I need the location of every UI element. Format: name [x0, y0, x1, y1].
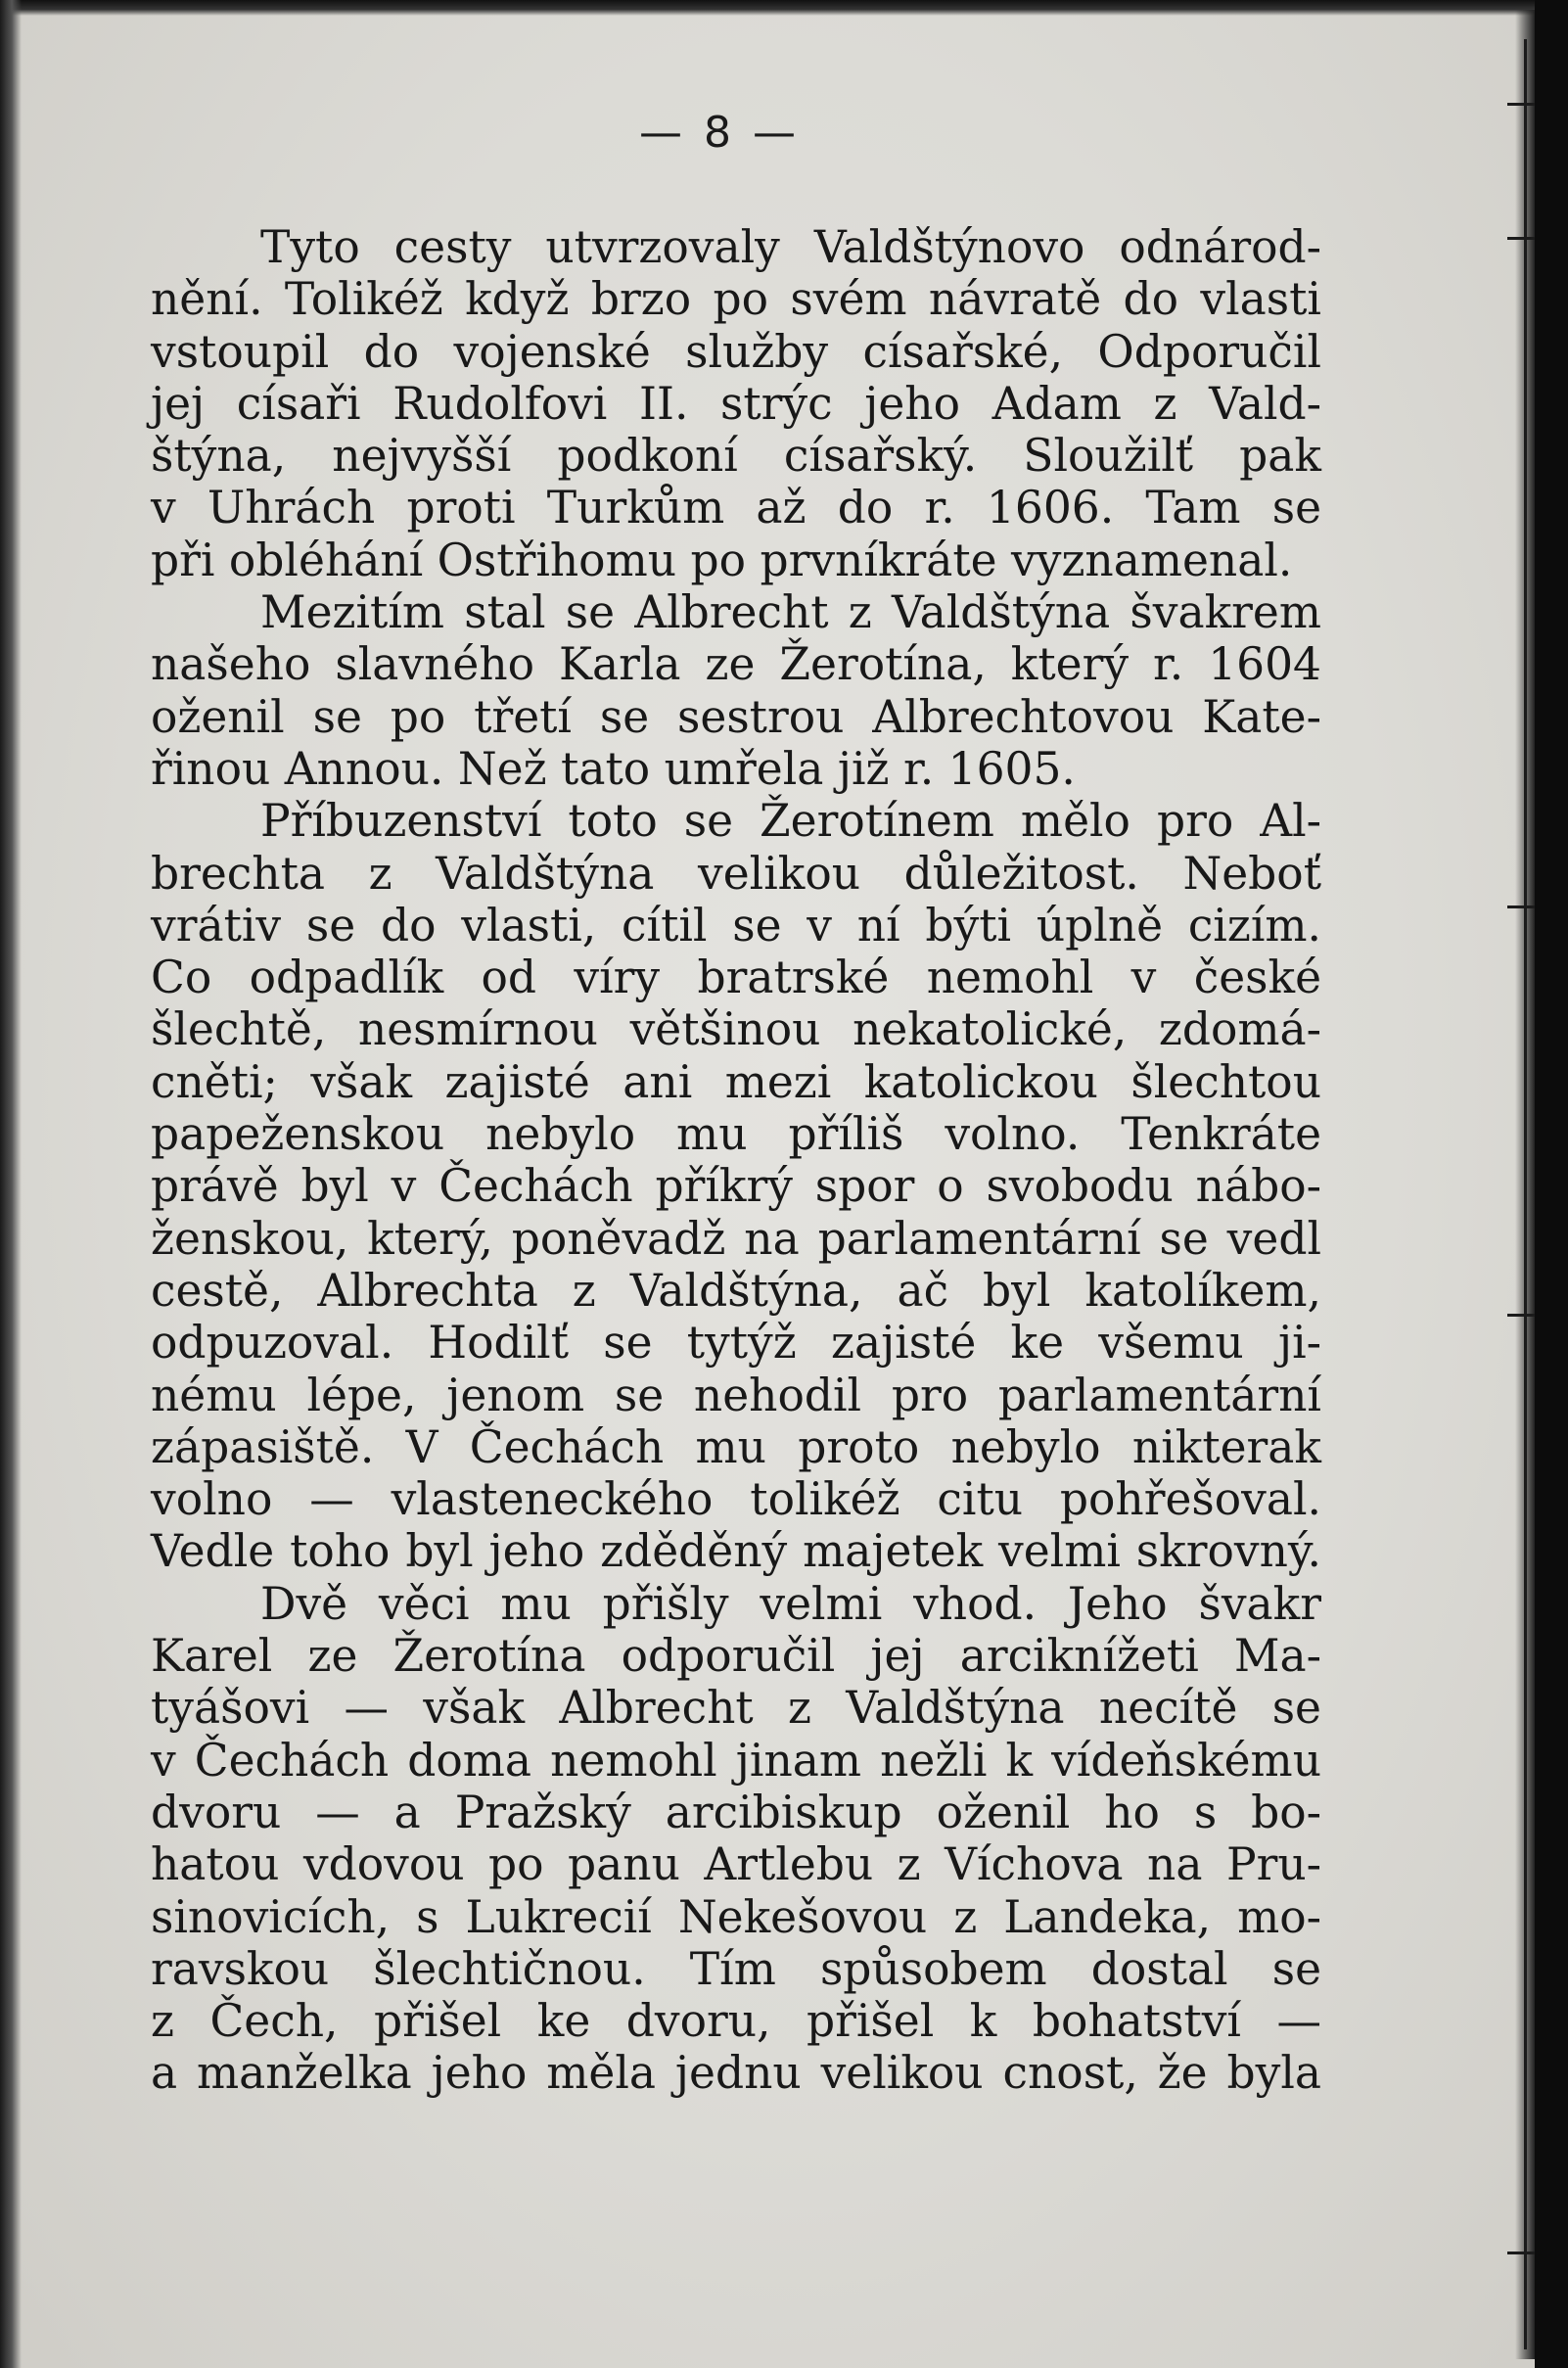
text-line: Tyto cesty utvrzovaly Valdštýnovo odnárod- — [260, 221, 1321, 273]
edge-tick-mark — [1507, 905, 1537, 908]
text-line: Dvě věci mu přišly velmi vhod. Jeho švakr — [260, 1577, 1321, 1630]
text-line: a manželka jeho měla jednu velikou cnost, že byla — [151, 2047, 1321, 2100]
text-line: oženil se po třetí se sestrou Albrechtovou Kate- — [151, 690, 1321, 743]
text-line: šlechtě, nesmírnou většinou nekatolické, zdomá- — [151, 1003, 1321, 1056]
text-line: z Čech, přišel ke dvoru, přišel k bohatství — — [151, 1995, 1321, 2048]
edge-tick-mark — [1507, 2252, 1537, 2254]
scan-border-left — [0, 0, 22, 2368]
text-line: cestě, Albrechta z Valdštýna, ač byl katolíkem, — [151, 1264, 1321, 1317]
scan-border-top — [0, 0, 1568, 16]
text-line: jej císaři Rudolfovi II. strýc jeho Adam z Vald- — [151, 377, 1321, 430]
text-line: odpuzoval. Hodilť se tytýž zajisté ke všemu ji- — [151, 1317, 1321, 1370]
text-line: štýna, nejvyšší podkoní císařský. Sloužilť pak — [151, 430, 1321, 483]
text-line: hatou vdovou po panu Artlebu z Víchova na Pru- — [151, 1838, 1321, 1891]
text-line: vstoupil do vojenské služby císařské, Odporučil — [151, 325, 1321, 378]
text-line: právě byl v Čechách příkrý spor o svobodu nábo- — [151, 1160, 1321, 1213]
text-line: Příbuzenství toto se Žerotínem mělo pro Al- — [260, 795, 1321, 848]
text-line: Mezitím stal se Albrecht z Valdštýna švakrem — [260, 586, 1321, 639]
text-line: tyášovi — však Albrecht z Valdštýna necítě se — [151, 1682, 1321, 1735]
text-line: volno — vlasteneckého tolikéž citu pohřešoval. — [151, 1473, 1321, 1526]
text-line: dvoru — a Pražský arcibiskup oženil ho s bo- — [151, 1786, 1321, 1838]
text-line: brechta z Valdštýna velikou důležitost. Neboť — [151, 847, 1321, 900]
page-edge-line — [1524, 39, 1527, 2349]
text-line: v Uhrách proti Turkům až do r. 1606. Tam se — [151, 482, 1321, 534]
text-line: při obléhání Ostřihomu po prvníkráte vyznamenal. — [151, 534, 1293, 586]
scan-border-right — [1535, 0, 1568, 2368]
text-line: sinovicích, s Lukrecií Nekešovou z Landeka, mo- — [151, 1890, 1321, 1943]
edge-tick-mark — [1507, 103, 1537, 106]
text-line: ženskou, který, poněvadž na parlamentární se vedl — [151, 1212, 1321, 1265]
text-line: Vedle toho byl jeho zděděný majetek velmi skrovný. — [151, 1525, 1321, 1578]
page-number: — 8 — — [639, 108, 800, 158]
text-line: nění. Tolikéž když brzo po svém návratě do vlasti — [151, 273, 1321, 326]
text-line: zápasiště. V Čechách mu proto nebylo nikterak — [151, 1420, 1321, 1473]
edge-tick-mark — [1507, 1314, 1537, 1317]
body-text — [151, 221, 1321, 2100]
text-line: řinou Annou. Než tato umřela již r. 1605. — [151, 742, 1076, 795]
text-line: vrátiv se do vlasti, cítil se v ní býti úplně cizím. — [151, 899, 1321, 952]
text-line: papeženskou nebylo mu příliš volno. Tenkráte — [151, 1108, 1321, 1161]
text-line: Co odpadlík od víry bratrské nemohl v české — [151, 952, 1321, 1004]
text-line: našeho slavného Karla ze Žerotína, který r. 1604 — [151, 638, 1321, 691]
text-line: Karel ze Žerotína odporučil jej arciknížeti Ma- — [151, 1630, 1321, 1683]
text-line: ravskou šlechtičnou. Tím spůsobem dostal se — [151, 1942, 1321, 1995]
text-line: nému lépe, jenom se nehodil pro parlamentární — [151, 1369, 1321, 1421]
text-line: cněti; však zajisté ani mezi katolickou šlechtou — [151, 1055, 1321, 1108]
edge-tick-mark — [1507, 237, 1537, 240]
text-line: v Čechách doma nemohl jinam nežli k vídeňskému — [151, 1734, 1321, 1787]
